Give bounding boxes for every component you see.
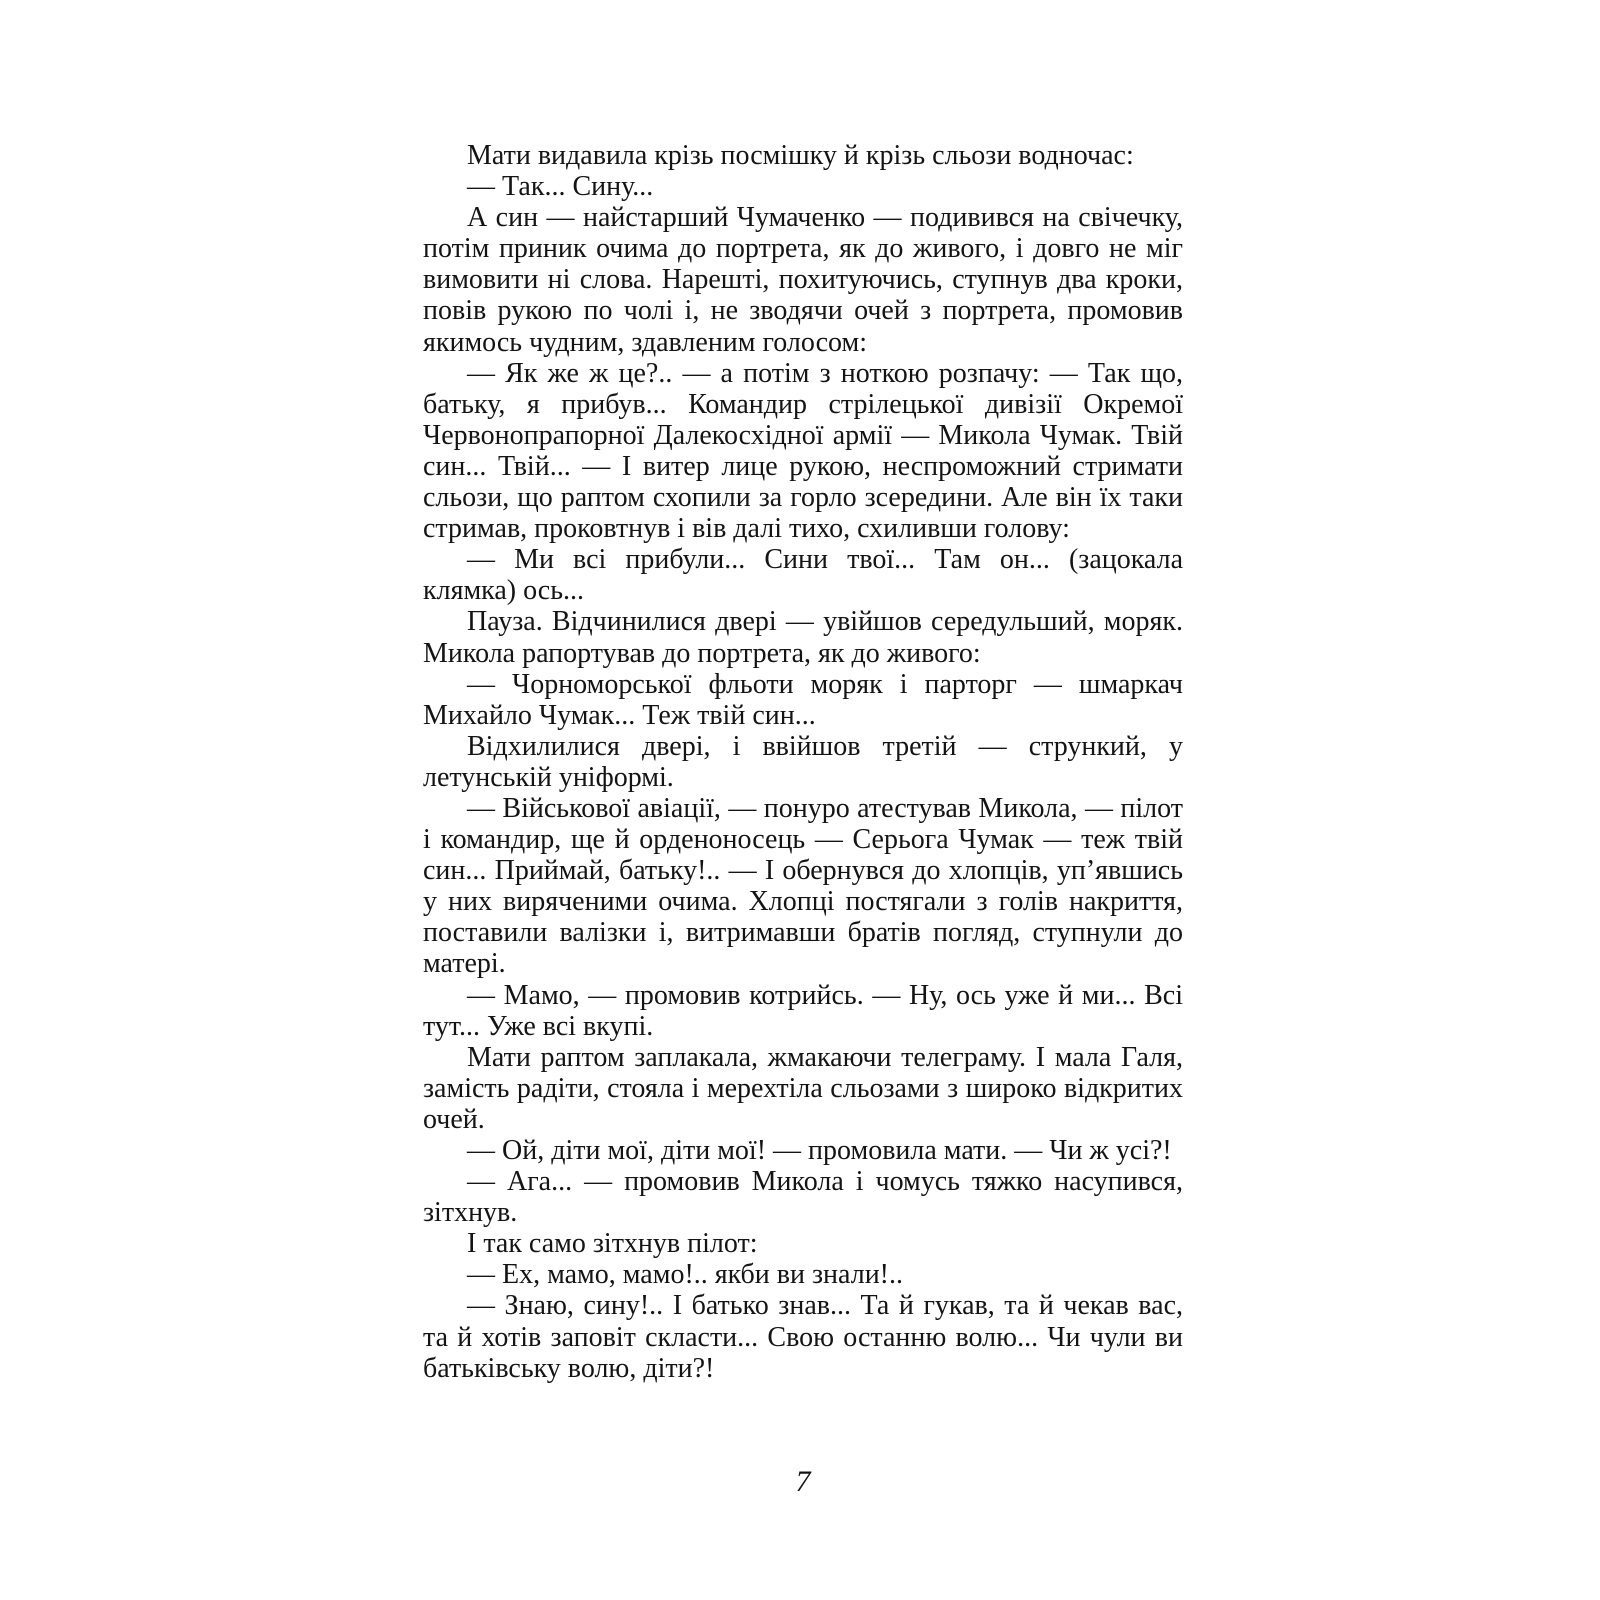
paragraph-12: — Ой, діти мої, діти мої! — промовила мати. — Чи ж усі?! (467, 1135, 1172, 1166)
paragraph-11: Мати раптом заплакала, жмакаючи телеграму. І мала Галя, замість радіти, стояла і мерехтіла сльозами з широко відкритих очей. (423, 1041, 1183, 1135)
paragraph-3: А син — найстарший Чумаченко — подивився на свічечку, потім приник очима до портрета, як до живого, і довго не міг вимовити ні слова. Нарешті, похитуючись, ступнув два кроки, повів рукою по чолі і, не зводячи очей з портрета, промовив якимось чудним, здавленим голосом: (423, 202, 1183, 358)
paragraph-7: — Чорноморської фльоти моряк і парторг — шмаркач Михайло Чумак... Теж твій син... (423, 668, 1183, 731)
paragraph-14: І так само зітхнув пілот: (467, 1228, 758, 1260)
paragraph-10: — Мамо, — промовив котрийсь. — Ну, ось уже й ми... Всі тут... Уже всі вкупі. (423, 979, 1183, 1042)
paragraph-8: Відхилилися двері, і ввійшов третій — стрункий, у летунській уніформі. (423, 730, 1183, 793)
paragraph-1: Мати видавила крізь посмішку й крізь сльози водночас: (467, 140, 1134, 171)
paragraph-6: Пауза. Відчинилися двері — увійшов середульший, моряк. Микола рапортував до портрета, як до живого: (423, 606, 1183, 669)
paragraph-13: — Ага... — промовив Микола і чомусь тяжко насупився, зітхнув. (423, 1166, 1183, 1229)
paragraph-5: — Ми всі прибули... Сини твої... Там он... (зацокала клямка) ось... (423, 544, 1183, 607)
paragraph-4: — Як же ж це?.. — а потім з ноткою розпачу: — Так що, батьку, я прибув... Командир стрілецької дивізії Окремої Червонопрапорної Далекосхідної армії — Микола Чумак. Твій син... Твій... — І витер лице рукою, неспроможний стримати сльози, що раптом схопили за горло зсередини. Але він їх таки стримав, проковтнув і вів далі тихо, схиливши голову: (423, 357, 1183, 545)
paragraph-9: — Військової авіації, — понуро атестував Микола, — пілот і командир, ще й орденоносець — Серьога Чумак — теж твій син... Приймай, батьку!.. — І обернувся до хлопців, уп’явшись у них виряченими очима. Хлопці постягали з голів накриття, поставили валізки і, витримавши братів погляд, ступнули до матері. (423, 792, 1183, 980)
paragraph-15: — Ех, мамо, мамо!.. якби ви знали!.. (467, 1259, 903, 1291)
body-text (423, 140, 1183, 1384)
page-number: 7 (795, 1465, 811, 1498)
paragraph-16: — Знаю, сину!.. І батько знав... Та й гукав, та й чекав вас, та й хотів заповіт скласти... Свою останню волю... Чи чули ви батьківську волю, діти?! (423, 1290, 1183, 1384)
paragraph-2: — Так... Сину... (467, 171, 654, 203)
